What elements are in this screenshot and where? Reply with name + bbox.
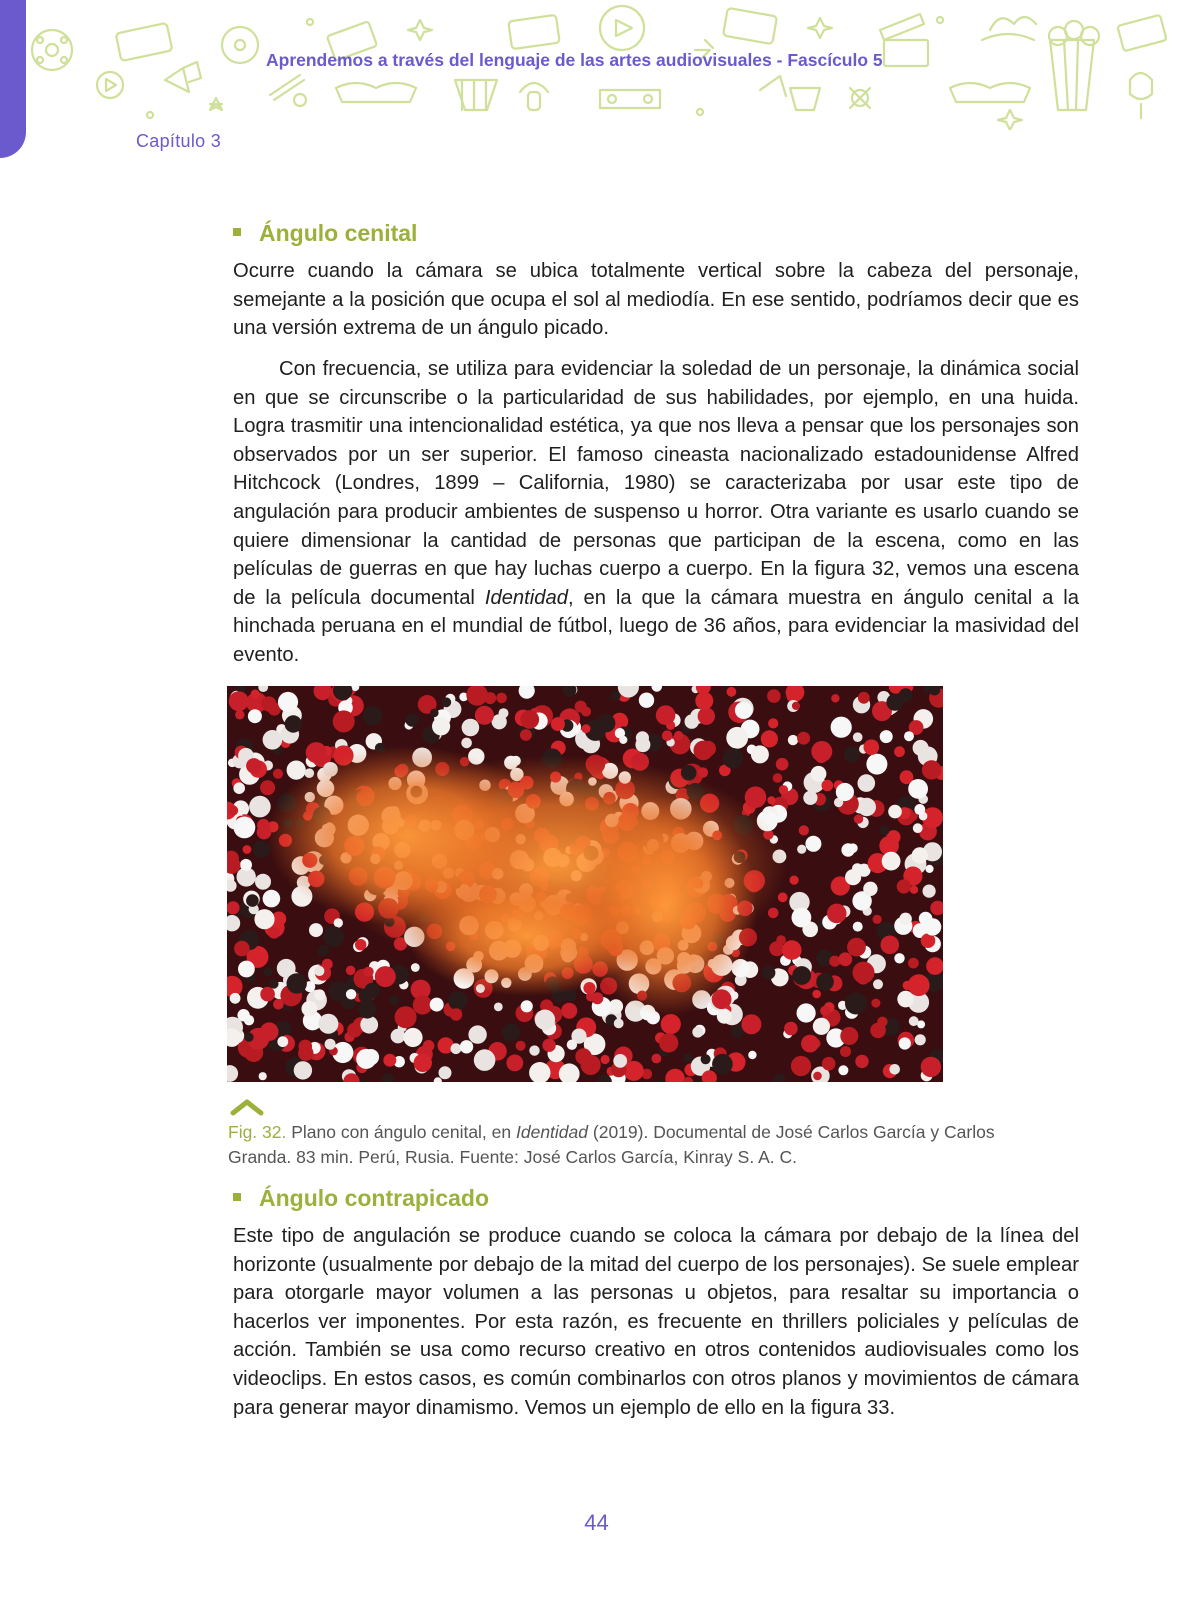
caption-film-title: Identidad (516, 1122, 589, 1142)
paragraph-cenital-definition: Ocurre cuando la cámara se ubica totalmente vertical sobre la cabeza del personaje, semejante a la posición que ocupa el sol al mediodía. En ese sentido, podríamos decir que es una versión extrema de un ángulo picado. (233, 260, 1079, 340)
paragraph-contrapicado: Este tipo de angulación se produce cuando se coloca la cámara por debajo de la línea del horizonte (usualmente por debajo de la mitad del cuerpo de los personajes). Se suele emplear para otorgarle mayor volumen a las personas u objetos, para resaltar su importancia o hacerlos ver imponentes. Por esta razón, es frecuente en thrillers policiales y películas de acción. También se usa como recurso creativo en otros contenidos audiovisuales como los videoclips. En estos casos, es común combinarlos con otros planos y movimientos de cámara para generar mayor dinamismo. Vemos un ejemplo de ello en la figura 33. (233, 1225, 1079, 1419)
heading-angulo-cenital (233, 220, 417, 247)
chevron-up-icon (230, 1098, 264, 1116)
square-bullet-icon (233, 1193, 241, 1201)
figure-label: Fig. 32. (228, 1122, 287, 1142)
crowd-overhead-photo (227, 686, 943, 1082)
heading-angulo-contrapicado (233, 1185, 489, 1212)
square-bullet-icon (233, 228, 241, 236)
heading-text: Ángulo contrapicado (259, 1185, 489, 1211)
caption-text-end: (2019). Documental de José Carlos García y Carlos Granda. 83 min. Perú, Rusia. Fuente: José Carlos García, Kinray S. A. C. (228, 1122, 995, 1167)
paragraph-text-end: , en la que la cámara muestra en ángulo cenital a la hinchada peruana en el mundial de fútbol, luego de 36 años, para evidenciar la masividad del evento. (233, 586, 1079, 666)
crowd-illustration (227, 686, 943, 1082)
heading-text: Ángulo cenital (259, 220, 418, 246)
chapter-label: Capítulo 3 (136, 131, 222, 151)
running-title: Aprendemos a través del lenguaje de las artes audiovisuales - Fascículo 5 (266, 50, 883, 70)
paragraph-text: Con frecuencia, se utiliza para evidenciar la soledad de un personaje, la dinámica social en que se circunscribe o la particularidad de sus habilidades, por ejemplo, en una huida. Logra trasmitir una intencionalidad estética, ya que nos lleva a pensar que los personajes son observados por un ser superior. El famoso cineasta nacionalizado estadounidense Alfred Hitchcock (Londres, 1899 – California, 1980) se caracterizaba por usar este tipo de angulación para producir ambientes de suspenso u horror. Otra variante es usarlo cuando se quiere dimensionar la cantidad de personas que participan de la escena, como en las películas de guerras en que hay luchas cuerpo a cuerpo. En la figura 32, vemos una escena de la película documental (233, 358, 1079, 609)
film-title-italic: Identidad (484, 586, 568, 609)
paragraph-cenital-uses (233, 355, 1079, 670)
caption-text: Plano con ángulo cenital, en (286, 1122, 516, 1142)
page-number: 44 (584, 1510, 609, 1535)
figure-caption (228, 1120, 1028, 1170)
